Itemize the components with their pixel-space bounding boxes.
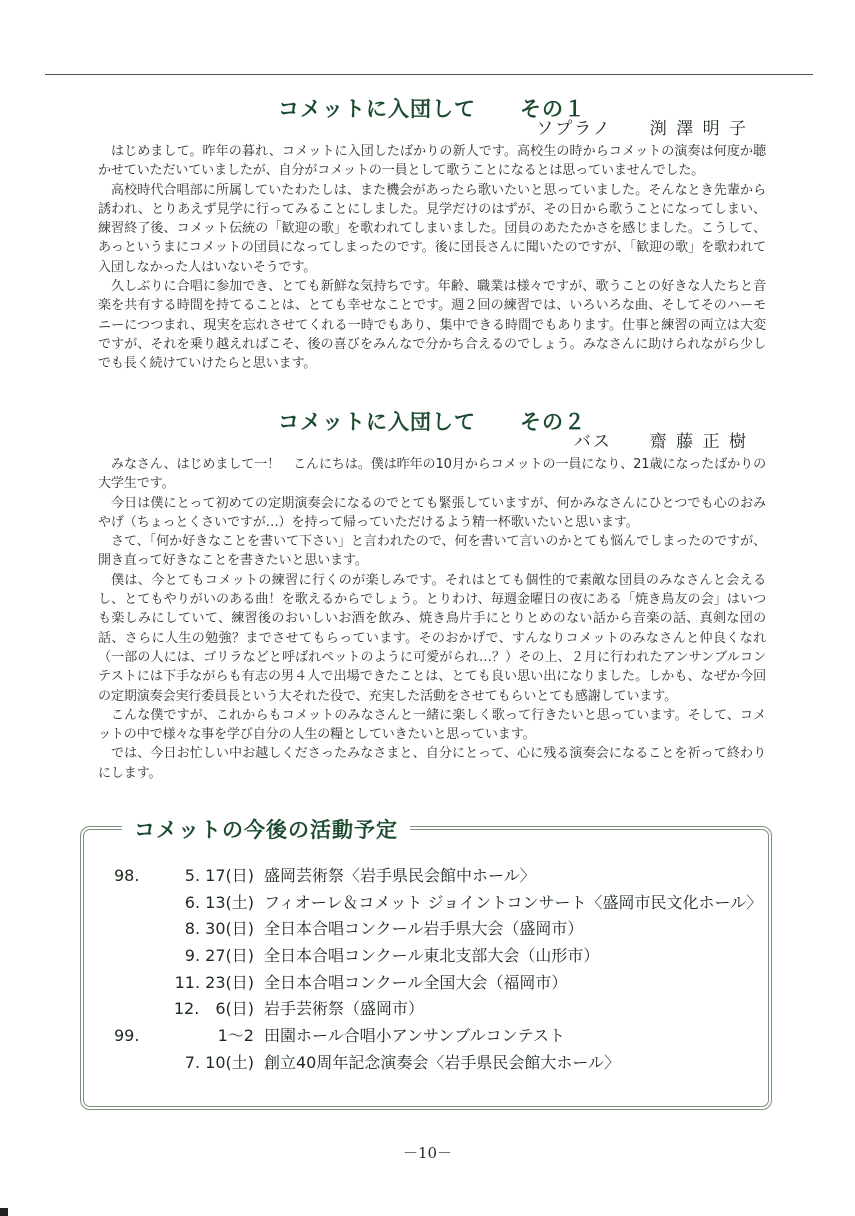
event-date: 8. 30(日) <box>184 919 254 939</box>
paragraph: 高校時代合唱部に所属していたわたしは、また機会があったら歌いたいと思っていました。そんなとき先輩から誘われ、とりあえず見学に行ってみることにしました。見学だけのはずが、その日から歌うことになってしまい、練習終了後、コメット伝統の「歓迎の歌」を歌われてしまいました。団員のあたたかさを感じました。こうして、あっというまにコメットの団員になってしまったのです。後に団長さんに聞いたのですが、「歓迎の歌」を歌われて入団しなかった人はいないそうです。 <box>98 182 766 275</box>
event-name: 盛岡芸術祭〈岩手県民会館中ホール〉 <box>264 866 536 885</box>
schedule-item <box>104 863 764 890</box>
paragraph: こんな僕ですが、これからもコメットのみなさんと一緒に楽しく歌って行きたいと思っています。そして、コメットの中で様々な事を学び自分の人生の糧としていきたいと思っています。 <box>98 707 766 743</box>
essay-1-body <box>98 142 766 374</box>
paragraph: 今日は僕にとって初めての定期演奏会になるのでとても緊張していますが、何かみなさんにひとつでも心のおみやげ（ちょっとくさいですが…）を持って帰っていただけるよう精一杯歌いたいと思います。 <box>98 495 766 530</box>
schedule-item <box>104 890 764 917</box>
event-date: 7. 10(土) <box>184 1052 254 1072</box>
event-date: 9. 27(日) <box>184 946 254 966</box>
paragraph: 久しぶりに合唱に参加でき、とても新鮮な気持ちです。年齢、職業は様々ですが、歌うことの好きな人たちと音楽を共有する時間を持てることは、とても幸せなことです。週２回の練習では、いろいろな曲、そしてそのハーモニーにつつまれ、現実を忘れさせてくれる一時でもあり、集中できる時間でもあります。仕事と練習の両立は大変ですが、それを乗り越えればこそ、後の喜びをみんなで分かち合えるのでしょう。みなさんに助けられながら少しでも長く続けていけたらと思います。 <box>98 279 766 372</box>
event-date: 6. 13(土) <box>184 892 254 912</box>
paragraph: はじめまして。昨年の暮れ、コメットに入団したばかりの新人です。高校生の時からコメットの演奏は何度か聴かせていただいていましたが、自分がコメットの一員として歌うことになるとは思っていませんでした。 <box>98 144 766 179</box>
corner-mark <box>0 1208 8 1216</box>
essay-1-byline: ソプラノ 渕 澤 明 子 <box>536 119 748 139</box>
schedule-box <box>80 818 772 1110</box>
event-year: 98. <box>114 866 140 885</box>
essay-2 <box>98 405 766 783</box>
essay-2-byline: バス 齋 藤 正 樹 <box>573 432 748 452</box>
essay-2-body <box>98 455 766 783</box>
event-name: 全日本合唱コンクール岩手県大会（盛岡市） <box>264 919 584 939</box>
event-date: 12. 6(日) <box>173 999 254 1019</box>
schedule-item <box>104 916 764 943</box>
schedule-list <box>104 863 764 1077</box>
schedule-item <box>104 943 764 970</box>
essay-1 <box>98 92 766 374</box>
event-name: 創立40周年記念演奏会〈岩手県民会館大ホール〉 <box>264 1052 621 1072</box>
event-name: 全日本合唱コンクール東北支部大会（山形市） <box>264 946 600 966</box>
schedule-item <box>104 1023 764 1050</box>
schedule-title: コメットの今後の活動予定 <box>122 814 410 844</box>
event-name: 田園ホール合唱小アンサンブルコンテスト <box>264 1026 565 1046</box>
essay-1-title: コメットに入団して その１ <box>278 96 586 121</box>
paragraph: みなさん、はじめまして一！ こんにちは。僕は昨年の10月からコメットの一員になり、21歳になったばかりの大学生です。 <box>98 457 766 492</box>
paragraph: 僕は、今とてもコメットの練習に行くのが楽しみです。それはとても個性的で素敵な団員のみなさんと会えるし、とてもやりがいのある曲！を歌えるからでしょう。とりわけ、毎週金曜日の夜にある「焼き鳥友の会」はいつも楽しみにしていて、練習後のおいしいお酒を飲み、焼き鳥片手にとりとめのない話から音楽の話、真剣な団の話、さらに人生の勉強？までさせてもらっています。そのおかげで、すんなりコメットのみなさんと仲良くなれ（一部の人には、ゴリラなどと呼ばれペットのように可愛がられ…？）その上、２月に行われたアンサンブルコンテストには下手ながらも有志の男４人で出場できたことは、とても良い思い出になりました。しかも、なぜか今回の定期演奏会実行委員長という大それた役で、充実した活動をさせてもらいとても感謝しています。 <box>98 572 766 704</box>
schedule-item <box>104 1050 764 1077</box>
top-rule <box>45 74 813 75</box>
essay-2-title: コメットに入団して その２ <box>278 409 586 434</box>
event-name: フィオーレ＆コメット ジョイントコンサート〈盛岡市民文化ホール〉 <box>264 892 763 912</box>
schedule-item <box>104 970 764 997</box>
paragraph: では、今日お忙しい中お越しくださったみなさまと、自分にとって、心に残る演奏会になることを祈って終わりにします。 <box>98 746 766 781</box>
event-date: 5. 17(日) <box>184 866 254 885</box>
schedule-item <box>104 996 764 1023</box>
event-name: 岩手芸術祭（盛岡市） <box>264 999 425 1019</box>
event-date: 1～2 <box>217 1026 254 1046</box>
event-date: 11. 23(日) <box>174 972 254 992</box>
event-name: 全日本合唱コンクール全国大会（福岡市） <box>264 972 568 992</box>
page-number: －10－ <box>402 1144 453 1162</box>
event-year: 99. <box>114 1026 140 1046</box>
paragraph: さて、「何か好きなことを書いて下さい」と言われたので、何を書いて言いのかとても悩んでしまったのですが、開き直って好きなことを書きたいと思います。 <box>98 534 766 569</box>
